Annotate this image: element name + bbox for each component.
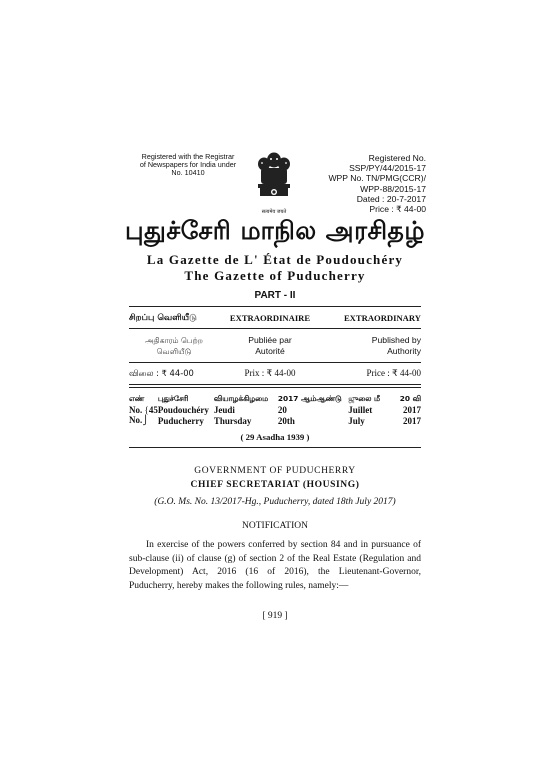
notification-paragraph: In exercise of the powers conferred by section 84 and in pursuance of sub-clause (ii) of clause (g) of section 2 of the Real Estate (Regulation and Development) Act, 2016 (16 of 2016), the Lieutenant-Governor, Puducherry, hereby makes the following rules, namely:— (129, 540, 421, 591)
brace-icon: ⎭ (142, 415, 149, 425)
government-heading: GOVERNMENT OF PUDUCHERRY (194, 466, 356, 476)
price-row (129, 368, 421, 380)
registration-right-line: SSP/PY/44/2015-17 (349, 163, 426, 174)
emblem-motto: सत्यमेव जयते (261, 209, 287, 215)
issue-cell: 20 (277, 404, 287, 415)
edition-label-french: EXTRAORDINAIRE (229, 313, 311, 323)
issue-row-french (129, 404, 421, 415)
issue-cell: 20 வி (399, 393, 421, 403)
divider (129, 384, 421, 385)
issue-cell: Thursday (213, 415, 252, 426)
gazette-title-french: La Gazette de L' État de Poudouchéry (146, 252, 404, 267)
price-tamil: விலை : ₹ 44-00 (129, 368, 194, 378)
price-english: Price : ₹ 44-00 (366, 368, 421, 378)
registration-right-line: Dated : 20-7-2017 (356, 193, 426, 204)
brace-icon: { (142, 404, 149, 415)
authority-line: வெளியீடு (156, 347, 192, 356)
issue-table (129, 393, 421, 426)
issue-cell: 2017 (403, 404, 421, 415)
issue-cell: Puducherry (157, 415, 204, 426)
issue-cell: 2017 (403, 415, 421, 426)
department-heading: CHIEF SECRETARIAT (HOUSING) (190, 480, 360, 490)
authority-line: அதிகாரம் பெற்ற (145, 336, 203, 345)
issue-number: 45 (148, 404, 158, 415)
registration-note-right (266, 153, 426, 214)
issue-cell: July (348, 415, 365, 426)
issue-cell (316, 404, 348, 415)
issue-cell (129, 415, 158, 426)
issue-cell: 2017 ஆம் (277, 393, 317, 403)
authority-line: Authority (387, 346, 421, 356)
issue-cell: ஜுலை மீ (348, 393, 380, 403)
gazette-title-tamil: புதுச்சேரி மாநில அரசிதழ் (125, 216, 425, 245)
registration-note-left (118, 153, 258, 178)
notification-heading: NOTIFICATION (242, 521, 308, 531)
registration-left-line: No. 10410 (171, 168, 205, 178)
registration-right-line: Price : ₹ 44-00 (369, 204, 426, 215)
authority-line: Published by (371, 335, 421, 345)
page-number: [ 919 ] (262, 611, 288, 621)
edition-label-english: EXTRAORDINARY (343, 313, 421, 323)
issue-cell: Poudouchéry (157, 404, 209, 415)
asadha-date: ( 29 Asadha 1939 ) (240, 432, 310, 442)
authority-line: Publiée par (248, 335, 292, 345)
issue-cell: Jeudi (213, 404, 235, 415)
issue-cell: வியாழக்கிழமை (213, 393, 269, 403)
authority-french (220, 335, 320, 357)
registration-right-line: WPP No. TN/PMG(CCR)/ (328, 173, 426, 184)
issue-cell: 20th (277, 415, 295, 426)
issue-cell: புதுச்சேரி (157, 393, 189, 403)
divider (129, 387, 421, 388)
authority-english (321, 335, 421, 357)
issue-cell: Juillet (348, 404, 373, 415)
issue-row-tamil (129, 393, 421, 404)
registration-left-line: of Newspapers for India under (139, 160, 237, 170)
divider (129, 306, 421, 307)
divider (129, 328, 421, 329)
issue-cell: எண் (129, 393, 145, 403)
price-french: Prix : ₹ 44-00 (244, 368, 296, 378)
order-reference: (G.O. Ms. No. 13/2017-Hg., Puducherry, dated 18th July 2017) (154, 497, 396, 507)
authority-row (129, 335, 421, 357)
issue-no-label: No. (129, 404, 143, 415)
issue-row-english (129, 415, 421, 426)
edition-labels (129, 313, 421, 324)
registration-right-line: WPP-88/2015-17 (360, 183, 426, 194)
authority-tamil (129, 335, 219, 357)
part-heading: PART - II (254, 290, 296, 301)
issue-cell: ஆண்டு (316, 393, 342, 403)
registration-left-line: Registered with the Registrar (141, 152, 235, 161)
registration-right-line: Registered No. (368, 153, 426, 163)
issue-no-label: No. (129, 415, 143, 425)
authority-line: Autorité (255, 346, 285, 356)
gazette-title-english: The Gazette of Puducherry (184, 268, 366, 283)
issue-cell (129, 404, 158, 415)
issue-cell (316, 415, 348, 426)
divider (129, 362, 421, 363)
divider (129, 447, 421, 448)
edition-label-tamil: சிறப்பு வெளியீடு (129, 313, 197, 323)
